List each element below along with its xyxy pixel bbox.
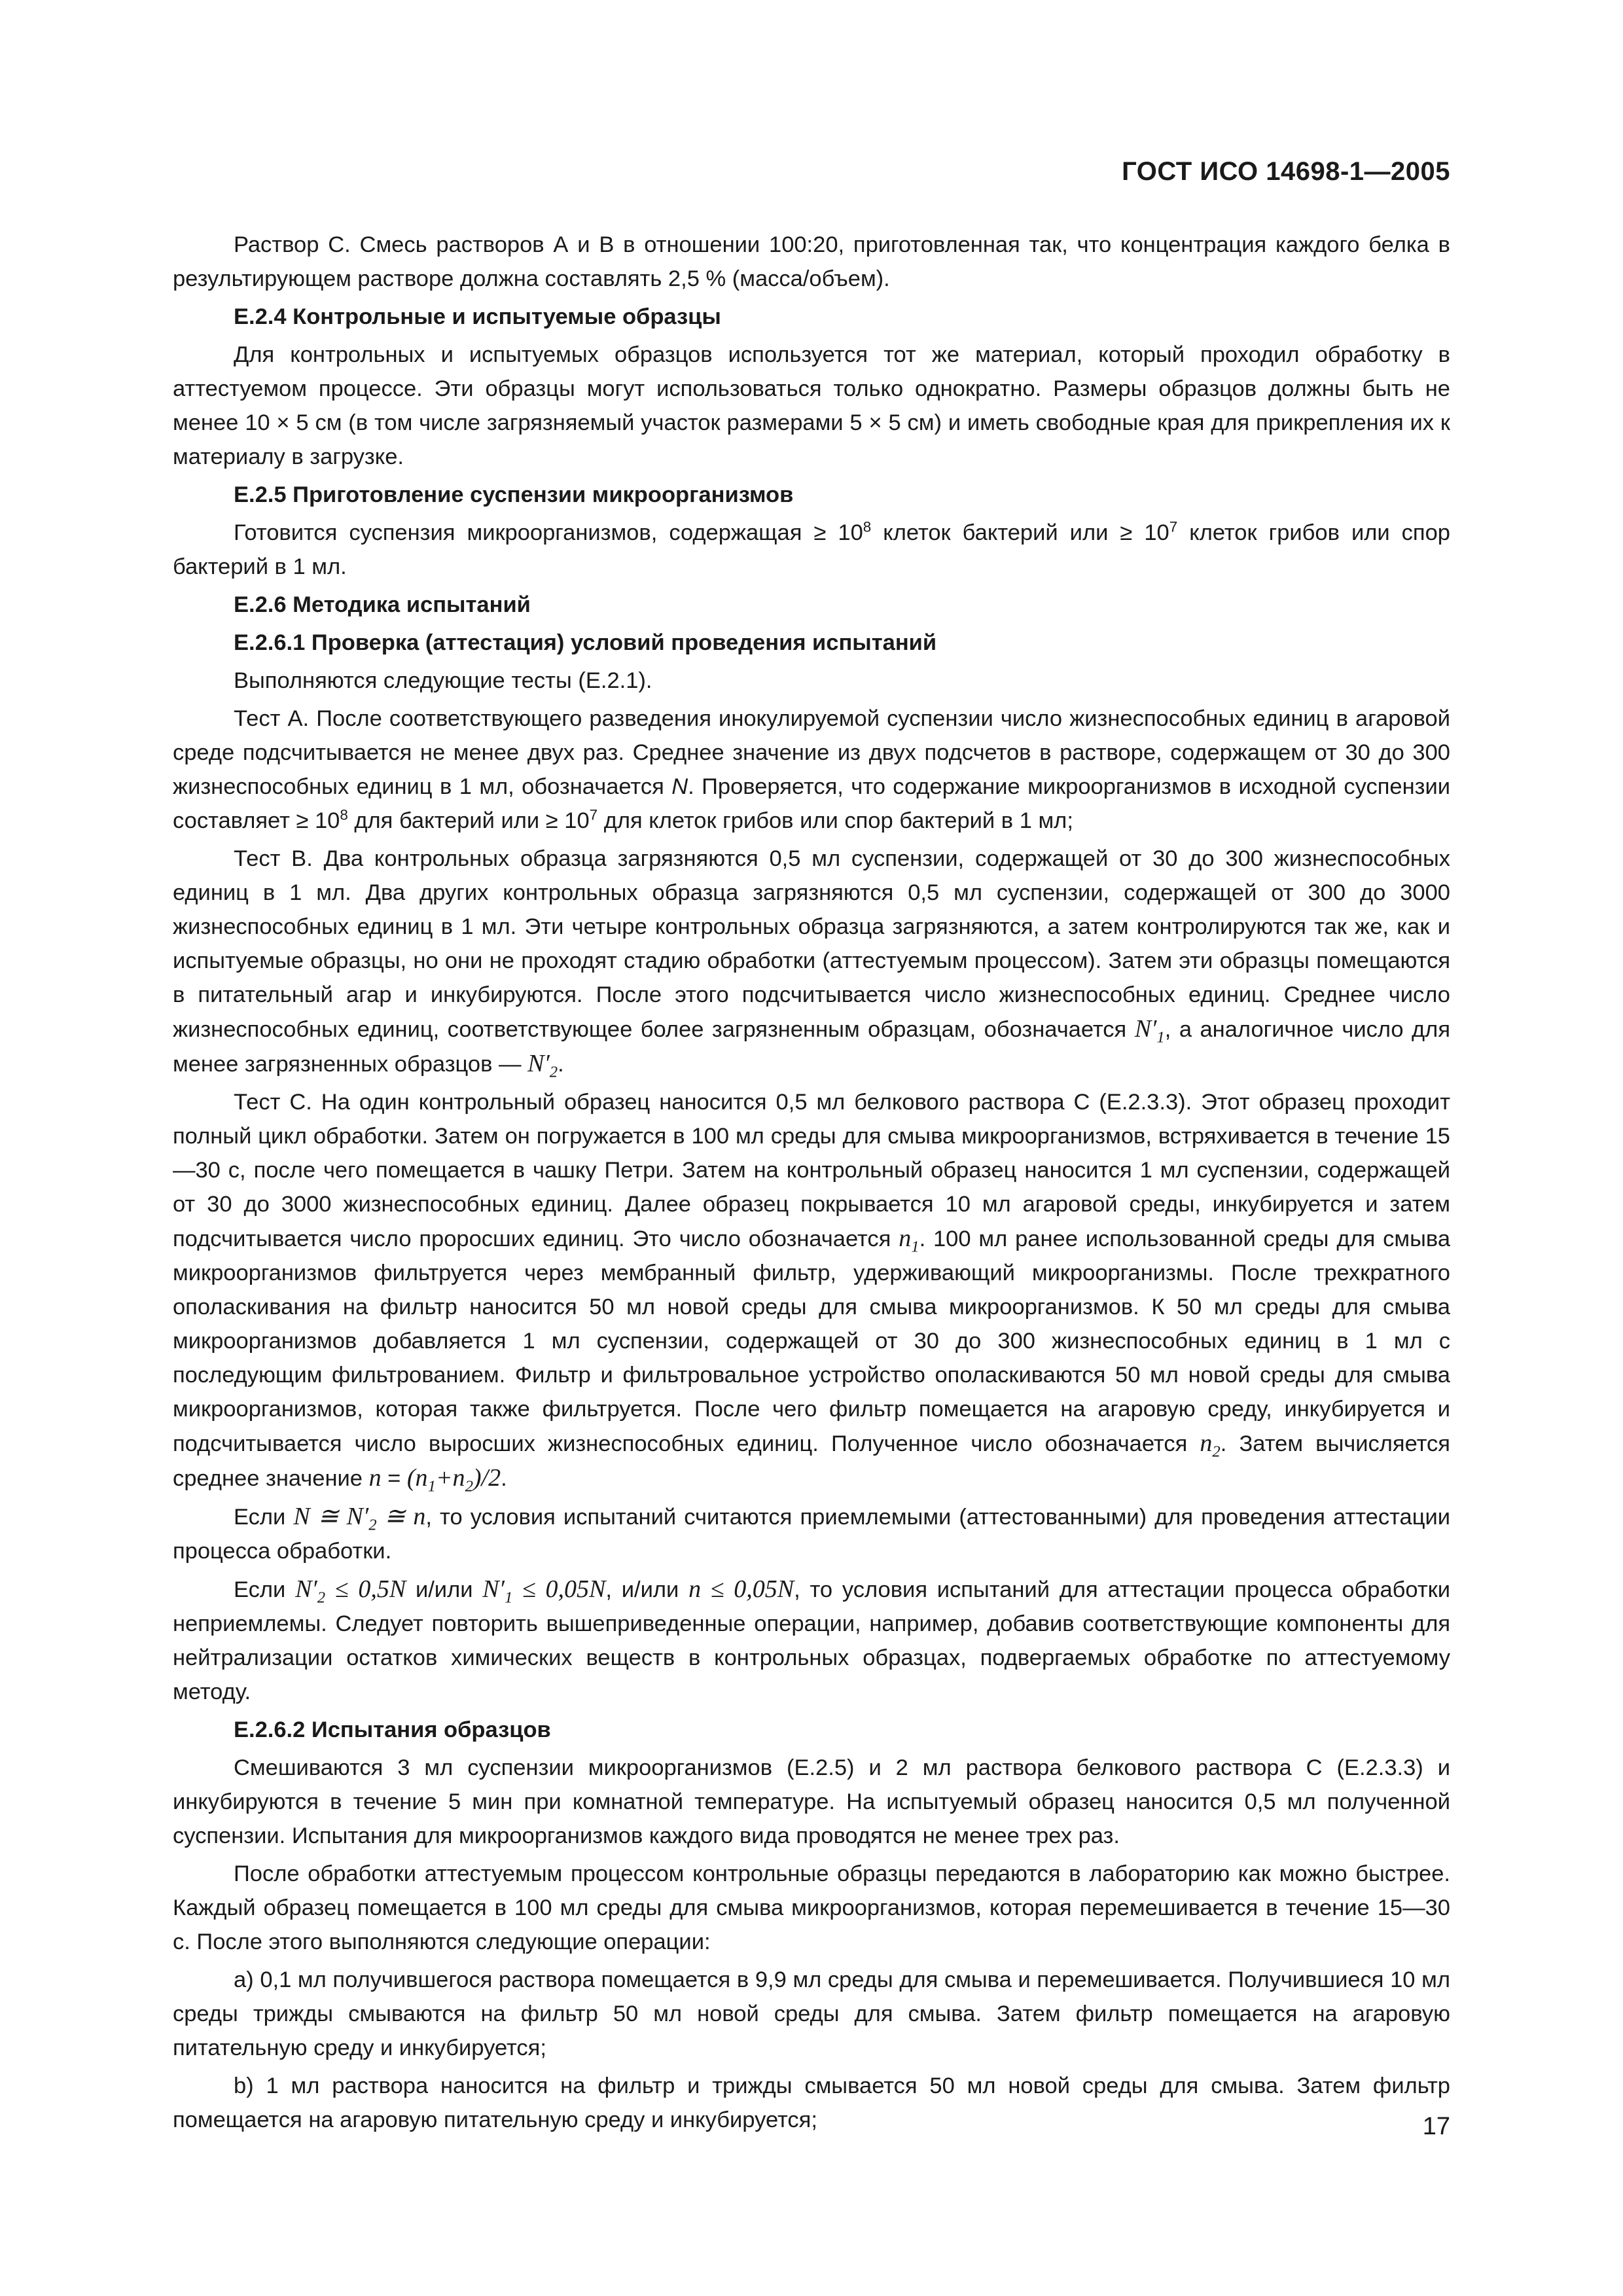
- paragraph: Если N ≅ $N'_2$ ≅ n, то условия испытаний считаются приемлемыми (аттестованными) для проведения аттестации процесса обработки.: [173, 1503, 1451, 1564]
- section-heading: Е.2.6 Методика испытаний: [234, 592, 531, 617]
- paragraph: Смешиваются 3 мл суспензии микроорганизмов (Е.2.5) и 2 мл раствора белкового раствора С (Е.2.3.3) и инкубируются в течение 5 мин при комнатной температуре. На испытуемый образец наносится 0,5 мл полученной суспензии. Испытания для микроорганизмов каждого вида проводятся не менее трех раз.: [173, 1755, 1450, 1848]
- paragraph: Тест С. На один контрольный образец наносится 0,5 мл белкового раствора С (Е.2.3.3). Этот образец проходит полный цикл обработки. Затем он погружается в 100 мл среды для смыва микроорганизмов, встряхивается в течение 15—30 с, после чего помещается в чашку Петри. Затем на контрольный образец наносится 1 мл суспензии, содержащей от 30 до 3000 жизнеспособных единиц. Далее образец покрывается 10 мл агаровой среды, инкубируется и затем подсчитывается число проросших единиц. Это число обозначается $n_1$. 100 мл ранее использованной среды для смыва микроорганизмов фильтруется через мембранный фильтр, удерживающий микроорганизмы. После трехкратного ополаскивания на фильтр наносится 50 мл новой среды для смыва микроорганизмов. К 50 мл среды для смыва микроорганизмов добавляется 1 мл суспензии, содержащей от 30 до 300 жизнеспособных единиц в 1 мл с последующим фильтрованием. Фильтр и фильтровальное устройство ополаскиваются 50 мл новой среды для смыва микроорганизмов, которая также фильтруется. После чего фильтр помещается на агаровую среду, инкубируется и подсчитывается число выросших жизнеспособных единиц. Полученное число обозначается $n_2$. Затем вычисляется среднее значение $n = (n_1+n_2)/2$.: [173, 1090, 1451, 1496]
- paragraph: Если $N'_2 \le 0,5N$ и/или $N'_1 \le 0,05N$, и/или n ≤ 0,05N, то условия испытаний для аттестации процесса обработки неприемлемы. Следует повторить вышеприведенные операции, например, добавив соответствующие компоненты для нейтрализации остатков химических веществ в контрольных образцах, подвергаемых обработке по аттестуемому методу.: [173, 1575, 1450, 1704]
- paragraph: Раствор С. Смесь растворов А и В в отношении 100:20, приготовленная так, что концентрация каждого белка в результирующем растворе должна составлять 2,5 % (масса/объем).: [173, 232, 1450, 291]
- paragraph: b) 1 мл раствора наносится на фильтр и трижды смывается 50 мл новой среды для смыва. Затем фильтр помещается на агаровую питательную среду и инкубируется;: [173, 2073, 1450, 2132]
- paragraph: Для контрольных и испытуемых образцов используется тот же материал, который проходил обработку в аттестуемом процессе. Эти образцы могут использоваться только однократно. Размеры образцов должны быть не менее 10 × 5 см (в том числе загрязняемый участок размерами 5 × 5 см) и иметь свободные края для прикрепления их к материалу в загрузке.: [173, 342, 1450, 469]
- paragraph: a) 0,1 мл получившегося раствора помещается в 9,9 мл среды для смыва и перемешивается. Получившиеся 10 мл среды трижды смываются на фильтр 50 мл новой среды для смыва. Затем фильтр помещается на агаровую питательную среду и инкубируется;: [173, 1967, 1450, 2060]
- paragraph: Тест В. Два контрольных образца загрязняются 0,5 мл суспензии, содержащей от 30 до 300 жизнеспособных единиц в 1 мл. Два других контрольных образца загрязняются 0,5 мл суспензии, содержащей от 300 до 3000 жизнеспособных единиц в 1 мл. Эти четыре контрольных образца загрязняются, а затем контролируются так же, как и испытуемые образцы, но они не проходят стадию обработки (аттестуемым процессом). Затем эти образцы помещаются в питательный агар и инкубируются. После этого подсчитывается число жизнеспособных единиц. Среднее число жизнеспособных единиц, соответствующее более загрязненным образцам, обозначается $N'_1$, а аналогичное число для менее загрязненных образцов — $N'_2$.: [173, 846, 1450, 1081]
- section-heading: Е.2.6.2 Испытания образцов: [234, 1717, 551, 1742]
- paragraph: После обработки аттестуемым процессом контрольные образцы передаются в лабораторию как можно быстрее. Каждый образец помещается в 100 мл среды для смыва микроорганизмов, которая перемешивается в течение 15—30 с. После этого выполняются следующие операции:: [173, 1861, 1450, 1954]
- page-number: 17: [1422, 2113, 1450, 2140]
- document-body: [173, 228, 1450, 2141]
- paragraph: Тест А. После соответствующего разведения инокулируемой суспензии число жизнеспособных единиц в агаровой среде подсчитывается не менее двух раз. Среднее значение из двух подсчетов в растворе, содержащем от 30 до 300 жизнеспособных единиц в 1 мл, обозначается N. Проверяется, что содержание микроорганизмов в исходной суспензии составляет ≥ $10^8$ для бактерий или ≥ $10^7$ для клеток грибов или спор бактерий в 1 мл;: [173, 706, 1450, 833]
- section-heading: Е.2.6.1 Проверка (аттестация) условий проведения испытаний: [234, 630, 937, 655]
- section-heading: Е.2.5 Приготовление суспензии микроорганизмов: [234, 482, 794, 507]
- paragraph: Выполняются следующие тесты (Е.2.1).: [234, 668, 652, 693]
- paragraph: Готовится суспензия микроорганизмов, содержащая ≥ $10^8$ клеток бактерий или ≥ $10^7$ клеток грибов или спор бактерий в 1 мл.: [173, 518, 1450, 579]
- document-header: ГОСТ ИСО 14698-1—2005: [1122, 157, 1450, 186]
- section-heading: Е.2.4 Контрольные и испытуемые образцы: [234, 304, 721, 329]
